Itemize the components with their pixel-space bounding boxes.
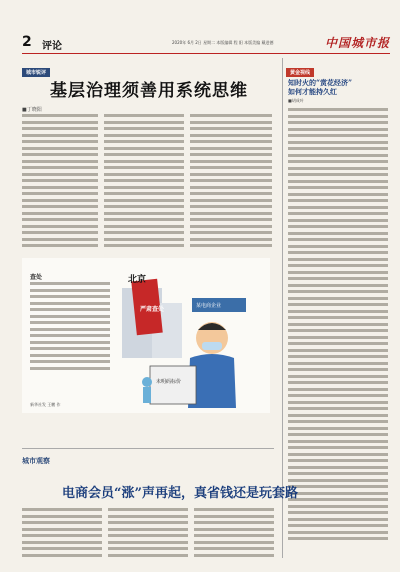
section-divider xyxy=(22,448,274,449)
illustration-credit: 新华社发 王鹏 作 xyxy=(30,402,61,407)
page-number: 2 xyxy=(22,34,32,50)
main-body-col-2 xyxy=(104,114,184,254)
bottom-headline: 电商会员“涨”声再起，真省钱还是玩套路 xyxy=(62,486,298,501)
column-tag: 城市锐评 xyxy=(22,68,50,77)
bottom-column-tag: 城市观察 xyxy=(22,457,50,465)
shop-label: 某电商企业 xyxy=(196,303,222,309)
side-column-tag: 黄金视线 xyxy=(286,68,314,77)
caption-body xyxy=(30,282,110,382)
main-byline: ■丁晓阳 xyxy=(22,107,42,113)
bottom-body-col-2 xyxy=(108,508,188,564)
main-body-col-1 xyxy=(22,114,98,254)
side-body xyxy=(288,108,388,556)
side-headline-line-2: 如何才能持久红 xyxy=(288,87,337,96)
sign-label: 严肃查处 xyxy=(140,306,165,313)
bottom-body-col-3 xyxy=(194,508,274,564)
side-headline-line-1: 知时火的“赏花经济” xyxy=(288,78,353,87)
side-headline xyxy=(288,78,352,96)
main-body-col-3 xyxy=(190,114,272,254)
newspaper-logo: 中国城市报 xyxy=(324,36,390,50)
bag-label: 未明码标价 xyxy=(156,379,182,385)
side-byline: ■胡成叶 xyxy=(288,98,304,103)
main-headline: 基层治理须善用系统思维 xyxy=(50,81,248,101)
bottom-body-col-1 xyxy=(22,508,102,564)
masthead xyxy=(22,34,390,54)
issue-info: 2020年 6月 2日 星期二 本版编辑 程 阳 本版美编 戴进德 xyxy=(172,40,274,45)
city-label: 北京 xyxy=(128,275,147,285)
illustration-caption: 查处 xyxy=(30,274,43,281)
section-title: 评论 xyxy=(42,41,62,52)
